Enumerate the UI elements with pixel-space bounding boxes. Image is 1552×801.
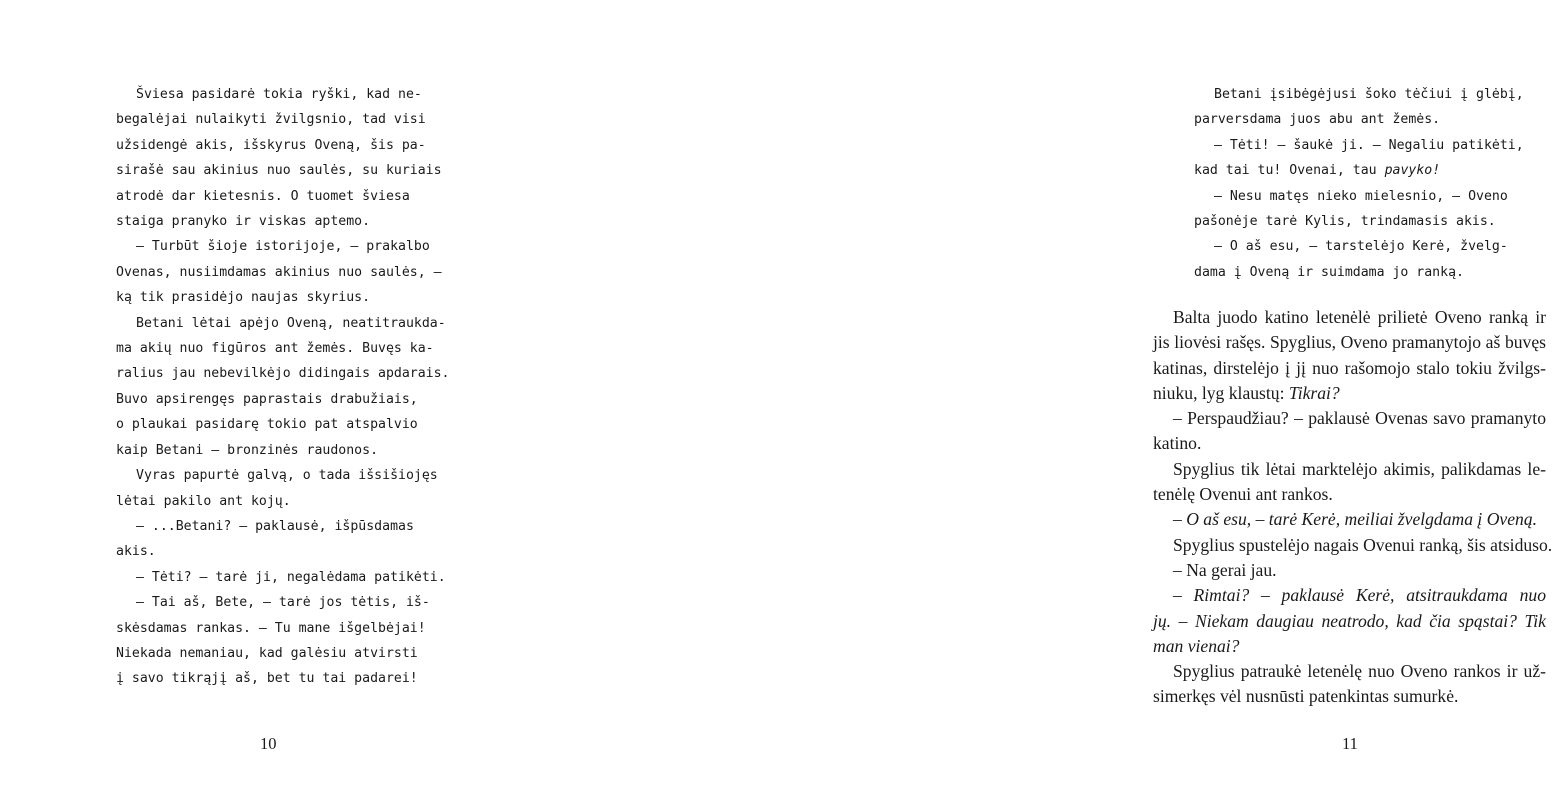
- italic-text: – Rimtai? – paklausė Kerė, atsitraukdama nuo: [1173, 585, 1546, 606]
- text-segment: niuku, lyg klaustų:: [1153, 382, 1289, 403]
- text-line: – Na gerai jau.: [1173, 559, 1277, 580]
- left-page-text: [116, 82, 450, 692]
- text-line: Šviesa pasidarė tokia ryški, kad ne-: [136, 87, 422, 102]
- text-line: – O aš esu, – tarstelėjo Kerė, žvelg-: [1214, 239, 1508, 255]
- text-line: Betani įsibėgėjusi šoko tėčiui į glėbį,: [1214, 87, 1524, 102]
- text-line: [1153, 381, 1546, 406]
- text-line: dama į Oveną ir suimdama jo ranką.: [1194, 264, 1464, 280]
- text-line: [1194, 158, 1508, 183]
- text-line: begalėjai nulaikyti žvilgsnio, tad visi: [116, 112, 426, 128]
- text-line: ralius jau nebevilkėjo didingais apdarais.: [116, 366, 450, 382]
- text-line: užsidengė akis, išskyrus Oveną, šis pa-: [116, 137, 426, 153]
- text-line: Spyglius spustelėjo nagais Ovenui ranką, šis atsiduso.: [1173, 534, 1552, 555]
- text-line: Vyras papurtė galvą, o tada išsišiojęs: [136, 468, 438, 484]
- text-line: [1153, 634, 1546, 659]
- text-line: – Turbūt šioje istorijoje, – prakalbo: [136, 239, 430, 255]
- left-page: [0, 0, 540, 801]
- text-line: parversdama juos abu ant žemės.: [1194, 112, 1441, 128]
- text-line: – Tai aš, Bete, – tarė jos tėtis, iš-: [136, 595, 430, 611]
- text-line: kaip Betani – bronzinės raudonos.: [116, 442, 379, 458]
- page-number: 11: [1342, 734, 1358, 753]
- text-line: Ovenas, nusiimdamas akinius nuo saulės, –: [116, 264, 442, 280]
- text-line: tenėlę Ovenui ant rankos.: [1153, 484, 1333, 505]
- text-line: [1153, 609, 1546, 634]
- text-line: atrodė dar kietesnis. O tuomet šviesa: [116, 188, 410, 204]
- text-line: pašonėje tarė Kylis, trindamasis akis.: [1194, 214, 1496, 230]
- text-line: Balta juodo katino letenėlė prilietė Oveno ranką ir: [1173, 307, 1546, 327]
- text-line: – Nesu matęs nieko mielesnio, – Oveno: [1214, 188, 1508, 204]
- text-line: Betani lėtai apėjo Oveną, neatitraukda-: [136, 315, 446, 331]
- text-line: skėsdamas rankas. – Tu mane išgelbėjai!: [116, 620, 426, 636]
- text-line: – ...Betani? – paklausė, išpūsdamas: [136, 518, 414, 534]
- text-line: į savo tikrąjį aš, bet tu tai padarei!: [116, 671, 418, 687]
- text-segment: kad tai tu! Ovenai, tau: [1194, 163, 1385, 179]
- text-line: Niekada nemaniau, kad galėsiu atvirsti: [116, 645, 418, 661]
- text-line: – Perspaudžiau? – paklausė Ovenas savo pramanyto: [1173, 408, 1546, 429]
- text-line: ma akių nuo figūros ant žemės. Buvęs ka-: [116, 341, 434, 357]
- text-line: katino.: [1153, 433, 1202, 454]
- italic-text: – O aš esu, – tarė Kerė, meiliai žvelgdama į Oveną.: [1173, 509, 1538, 530]
- text-line: jis liovėsi rašęs. Spyglius, Oveno pramanytojo aš buvęs: [1153, 332, 1546, 353]
- text-line: lėtai pakilo ant kojų.: [116, 493, 291, 509]
- text-line: [1153, 507, 1546, 532]
- italic-text: pavyko!: [1384, 163, 1441, 179]
- text-line: staiga pranyko ir viskas aptemo.: [116, 214, 371, 230]
- page-number: 10: [260, 734, 277, 753]
- right-page-mono-text: [1194, 82, 1524, 285]
- text-line: sirašė sau akinius nuo saulės, su kuriais: [116, 163, 442, 179]
- text-line: simerkęs vėl nusnūsti patenkintas sumurkė.: [1153, 686, 1459, 707]
- text-line: Spyglius patraukė letenėlę nuo Oveno rankos ir už-: [1173, 661, 1546, 682]
- right-page-serif-text: [1153, 305, 1552, 710]
- italic-text: jų. – Niekam daugiau neatrodo, kad čia spąstai? Tik: [1153, 610, 1546, 631]
- text-line: akis.: [116, 544, 156, 560]
- text-line: o plaukai pasidarę tokio pat atspalvio: [116, 417, 418, 433]
- right-page: [540, 0, 1552, 801]
- italic-text: man vienai?: [1153, 635, 1240, 656]
- text-line: [1153, 583, 1546, 608]
- text-line: ką tik prasidėjo naujas skyrius.: [116, 290, 371, 306]
- text-line: – Tėti! – šaukė ji. – Negaliu patikėti,: [1214, 137, 1524, 153]
- text-line: Spyglius tik lėtai marktelėjo akimis, palikdamas le-: [1173, 458, 1546, 479]
- italic-text: Tikrai?: [1288, 382, 1340, 403]
- text-line: – Tėti? – tarė ji, negalėdama patikėti.: [136, 569, 446, 585]
- text-line: katinas, dirstelėjo į jį nuo rašomojo stalo tokiu žvilgs-: [1153, 357, 1546, 378]
- text-line: Buvo apsirengęs paprastais drabužiais,: [116, 391, 418, 407]
